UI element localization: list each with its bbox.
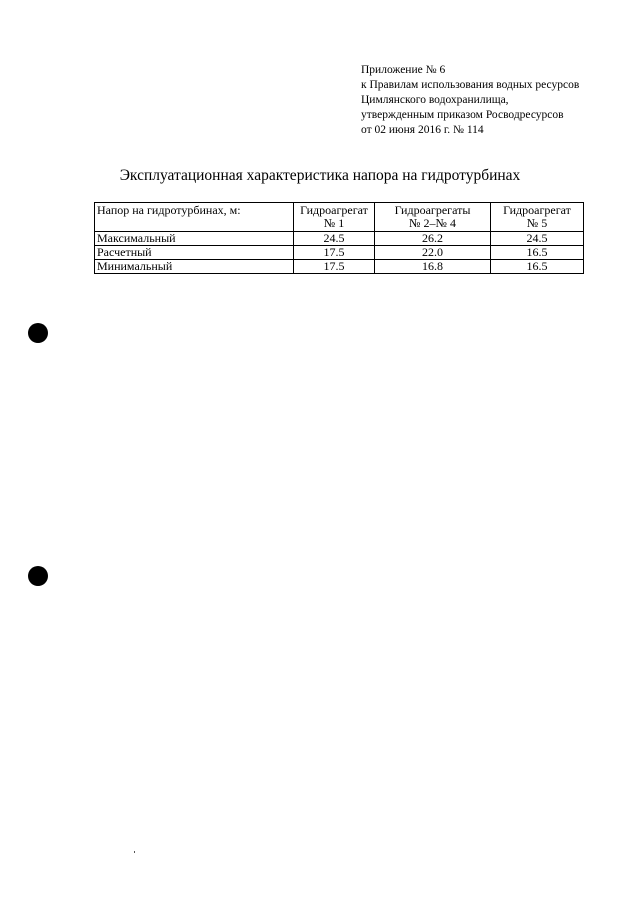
table-cell: 16.5 bbox=[491, 260, 584, 274]
table-row bbox=[95, 260, 584, 274]
appendix-line: утвержденным приказом Росводресурсов bbox=[361, 109, 564, 121]
table-cell: 22.0 bbox=[375, 246, 491, 260]
header-text: Напор на гидротурбинах, м: bbox=[97, 203, 241, 217]
header-cell-unit-1 bbox=[294, 203, 375, 232]
table-row bbox=[95, 246, 584, 260]
punch-hole-mark bbox=[28, 323, 48, 343]
header-text: № 2–№ 4 bbox=[409, 216, 456, 230]
row-label: Минимальный bbox=[95, 260, 294, 274]
appendix-line: Приложение № 6 bbox=[361, 64, 446, 76]
head-table bbox=[94, 202, 584, 274]
table-row bbox=[95, 232, 584, 246]
table-cell: 17.5 bbox=[294, 246, 375, 260]
header-text: № 1 bbox=[323, 216, 345, 230]
appendix-line: к Правилам использования водных ресурсов bbox=[361, 79, 580, 91]
table-cell: 16.5 bbox=[491, 246, 584, 260]
punch-hole-mark bbox=[28, 566, 48, 586]
appendix-line: от 02 июня 2016 г. № 114 bbox=[361, 124, 484, 136]
table-cell: 16.8 bbox=[375, 260, 491, 274]
table-cell: 24.5 bbox=[294, 232, 375, 246]
header-cell-units-2-4 bbox=[375, 203, 491, 232]
table-cell: 24.5 bbox=[491, 232, 584, 246]
table-cell: 26.2 bbox=[375, 232, 491, 246]
scan-speck bbox=[134, 851, 135, 853]
header-text: Гидроагрегат bbox=[503, 203, 571, 217]
header-text: Гидроагрегаты bbox=[394, 203, 471, 217]
appendix-note bbox=[361, 63, 579, 138]
document-title: Эксплуатационная характеристика напора на гидротурбинах bbox=[119, 167, 521, 184]
header-text: № 5 bbox=[526, 216, 548, 230]
header-text: Гидроагрегат bbox=[300, 203, 368, 217]
header-cell-unit-5 bbox=[491, 203, 584, 232]
table-header-row bbox=[95, 203, 584, 232]
table-cell: 17.5 bbox=[294, 260, 375, 274]
header-cell-head bbox=[95, 203, 294, 232]
row-label: Максимальный bbox=[95, 232, 294, 246]
row-label: Расчетный bbox=[95, 246, 294, 260]
appendix-line: Цимлянского водохранилища, bbox=[361, 94, 509, 106]
